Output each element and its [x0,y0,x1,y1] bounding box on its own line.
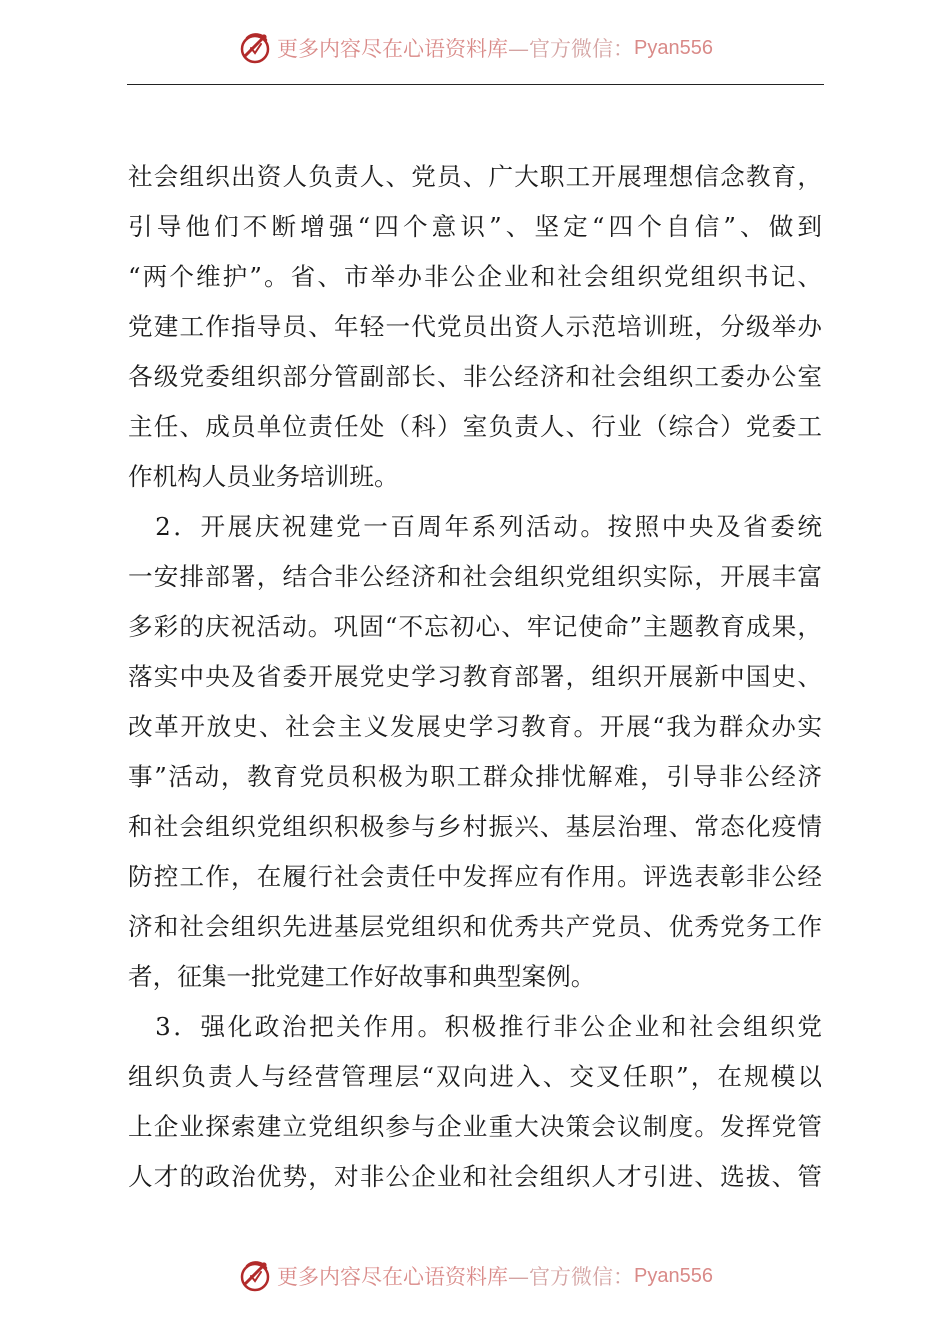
text-line: 改革开放史、社会主义发展史学习教育。开展“我为群众办实 [128,712,822,741]
text-line: 作机构人员业务培训班。 [128,462,399,491]
text-line: 防控工作，在履行社会责任中发挥应有作用。评选表彰非公经 [128,862,822,891]
text-line: 人才的政治优势，对非公企业和社会组织人才引进、选拔、管 [128,1162,822,1191]
text-line: 上企业探索建立党组织参与企业重大决策会议制度。发挥党管 [128,1112,822,1141]
watermark-account-text: Pyan556 [634,36,713,59]
text-line: “两个维护”。省、市举办非公企业和社会组织党组织书记、 [128,262,822,291]
text-line: 各级党委组织部分管副部长、非公经济和社会组织工委办公室 [128,362,822,391]
text-line: 主任、成员单位责任处（科）室负责人、行业（综合）党委工 [128,412,822,441]
text-line: 引导他们不断增强“四个意识”、坚定“四个自信”、做到 [128,212,822,241]
text-line: 2．开展庆祝建党一百周年系列活动。按照中央及省委统 [128,512,822,541]
text-line: 者，征集一批党建工作好故事和典型案例。 [128,962,596,991]
watermark-lead-text: 更多内容尽在心语资料库 [277,37,509,61]
text-line: 落实中央及省委开展党史学习教育部署，组织开展新中国史、 [128,662,822,691]
watermark-tail-text: —官方微信： [508,1265,635,1289]
text-line: 和社会组织党组织积极参与乡村振兴、基层治理、常态化疫情 [128,812,822,841]
header-watermark [0,26,950,70]
text-line: 事”活动，教育党员积极为职工群众排忧解难，引导非公经济 [128,762,822,791]
document-body [128,152,822,1202]
watermark-account-text: Pyan556 [634,1264,713,1287]
text-line: 一安排部署，结合非公经济和社会组织党组织实际，开展丰富 [128,562,822,591]
text-line: 济和社会组织先进基层党组织和优秀共产党员、优秀党务工作 [128,912,822,941]
text-line: 多彩的庆祝活动。巩固“不忘初心、牢记使命”主题教育成果， [128,612,822,641]
watermark-lead-text: 更多内容尽在心语资料库 [277,1265,509,1289]
header-rule [127,84,824,85]
watermark-tail-text: —官方微信： [508,37,635,61]
logo-icon [237,1258,273,1294]
text-line: 社会组织出资人负责人、党员、广大职工开展理想信念教育， [128,162,822,191]
text-line: 党建工作指导员、年轻一代党员出资人示范培训班，分级举办 [128,312,822,341]
footer-watermark [0,1254,950,1298]
text-line: 组织负责人与经营管理层“双向进入、交叉任职”，在规模以 [128,1062,822,1091]
text-line: 3．强化政治把关作用。积极推行非公企业和社会组织党 [128,1012,822,1041]
logo-icon [237,30,273,66]
